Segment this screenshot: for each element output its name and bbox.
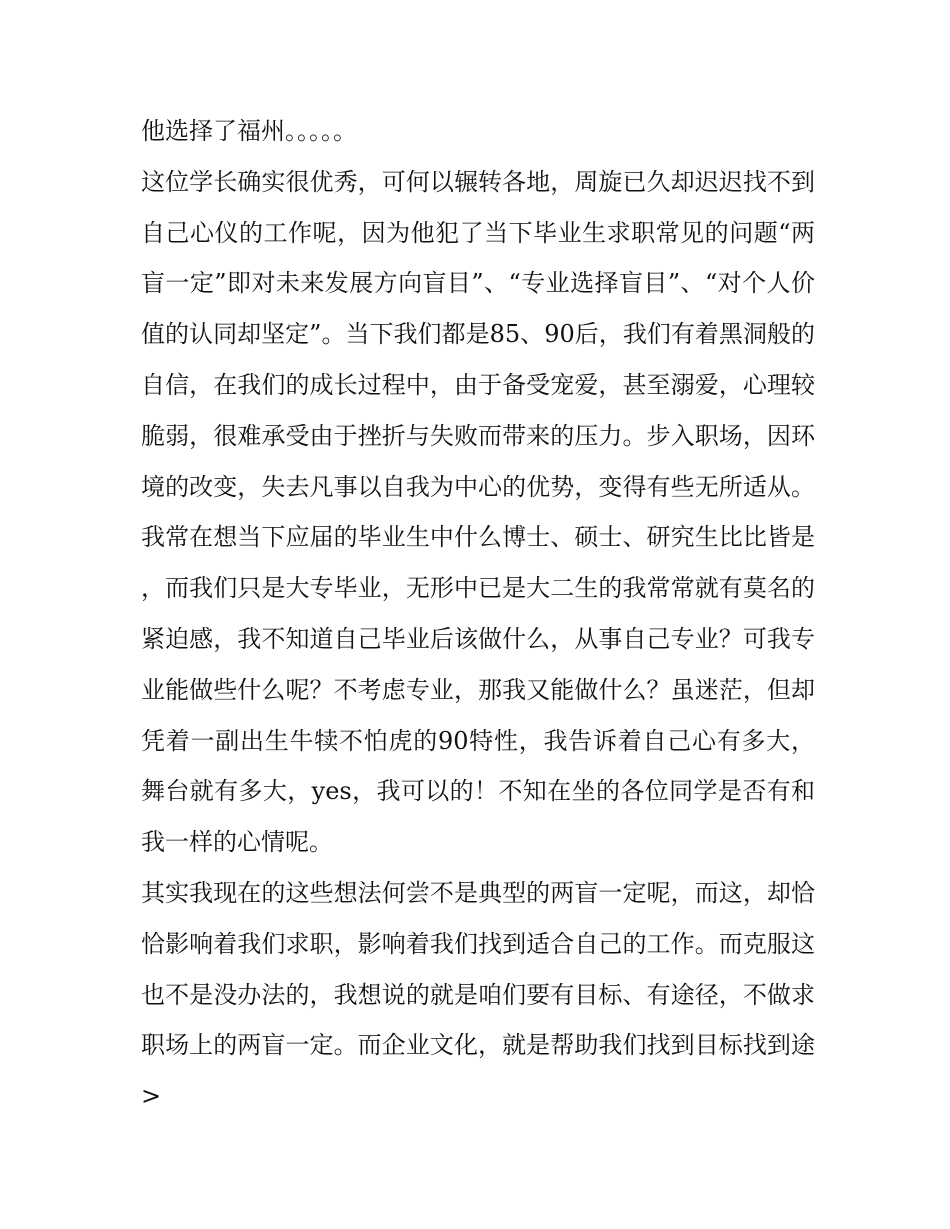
document-body <box>141 106 815 1122</box>
paragraph-1: 他选择了福州。。。。。 <box>141 117 357 145</box>
paragraph-3: 其实我现在的这些想法何尝不是典型的两盲一定呢，而这，却恰恰影响着我们求职，影响着我们找到适合自己的工作。而克服这也不是没办法的，我想说的就是咱们要有目标、有途径，不做求职场上的两盲一定。而企业文化，就是帮助我们找到目标找到途> <box>141 878 815 1111</box>
paragraph-2: 这位学长确实很优秀，可何以辗转各地，周旋已久却迟迟找不到自己心仪的工作呢，因为他犯了当下毕业生求职常见的问题“两盲一定”即对未来发展方向盲目”、“专业选择盲目”、“对个人价值的认同却坚定”。当下我们都是85、90后，我们有着黑洞般的自信，在我们的成长过程中，由于备受宠爱，甚至溺爱，心理较脆弱，很难承受由于挫折与失败而带来的压力。步入职场，因环境的改变，失去凡事以自我为中心的优势，变得有些无所适从。我常在想当下应届的毕业生中什么博士、硕士、研究生比比皆是，而我们只是大专毕业，无形中已是大二生的我常常就有莫名的紧迫感，我不知道自己毕业后该做什么，从事自己专业？可我专业能做些什么呢？不考虑专业，那我又能做什么？虽迷茫，但却凭着一副出生牛犊不怕虎的90特性，我告诉着自己心有多大，舞台就有多大，yes，我可以的！不知在坐的各位同学是否有和我一样的心情呢。 <box>141 167 815 857</box>
